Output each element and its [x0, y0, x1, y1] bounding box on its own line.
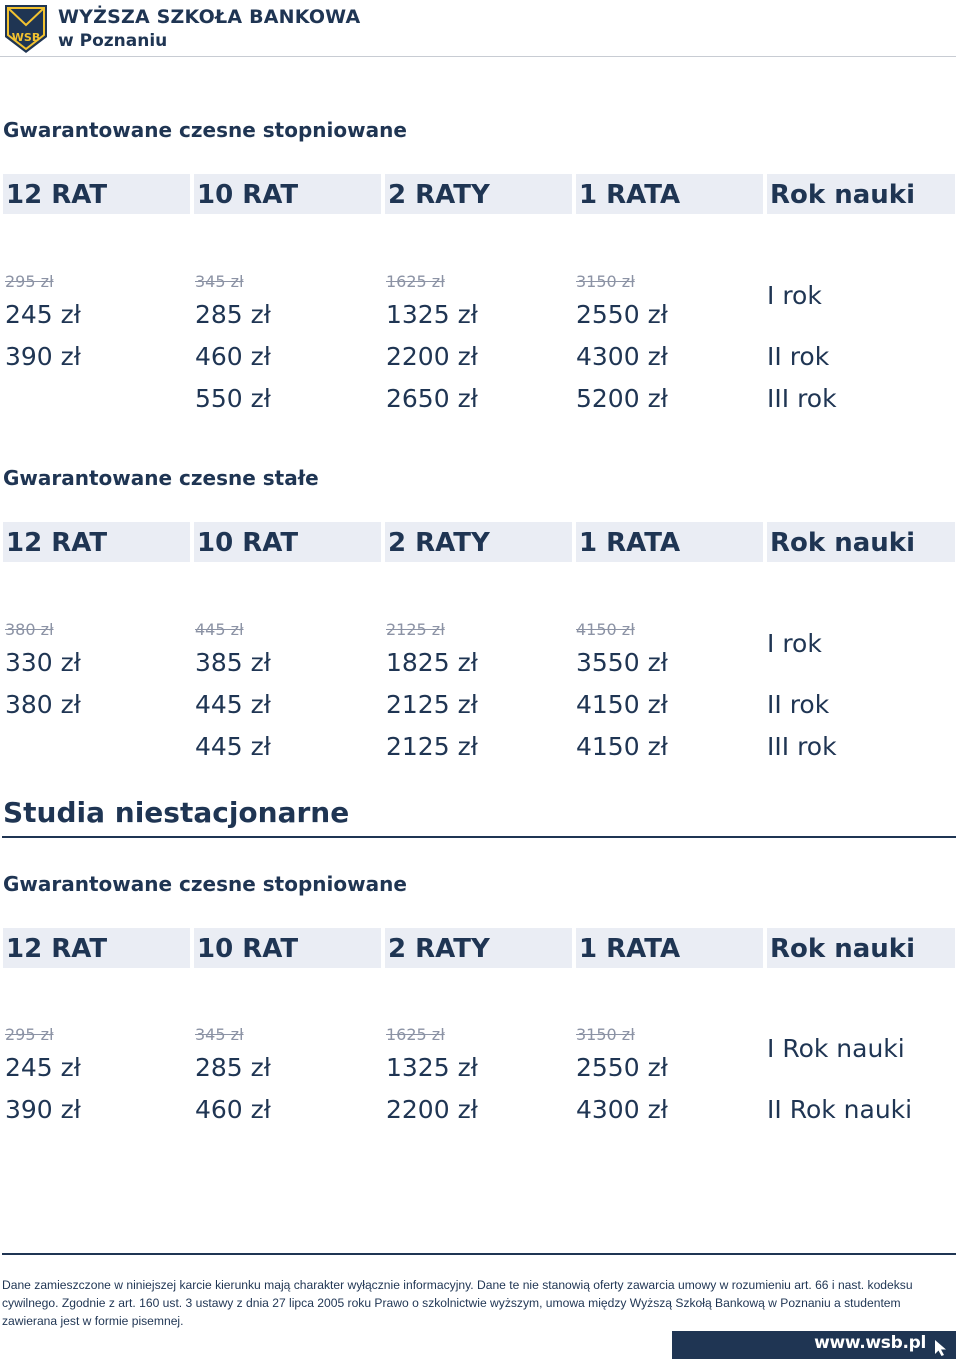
price-cell: 460 zł [195, 342, 271, 371]
year-label: II rok [767, 690, 830, 719]
price-table-1 [3, 174, 955, 413]
col-1-rata: 1 RATA [576, 522, 763, 562]
col-1-rata: 1 RATA [576, 174, 763, 214]
col-1-rata: 1 RATA [576, 928, 763, 968]
old-price: 445 zł [195, 620, 244, 639]
price-cell: 445 zł [195, 732, 271, 761]
old-price: 3150 zł [576, 272, 635, 291]
table-1-title: Gwarantowane czesne stopniowane [3, 118, 407, 142]
old-price: 1625 zł [386, 272, 445, 291]
price-cell: 245 zł [5, 300, 81, 329]
col-10-rat: 10 RAT [194, 174, 381, 214]
col-10-rat: 10 RAT [194, 522, 381, 562]
old-price: 380 zł [5, 620, 54, 639]
price-cell: 2125 zł [386, 690, 478, 719]
col-10-rat: 10 RAT [194, 928, 381, 968]
old-price: 345 zł [195, 272, 244, 291]
price-table-2 [3, 522, 955, 761]
cursor-arrow-icon [934, 1339, 948, 1357]
price-table-3 [3, 928, 955, 1124]
price-cell: 1325 zł [386, 300, 478, 329]
price-cell: 380 zł [5, 690, 81, 719]
price-cell: 2200 zł [386, 342, 478, 371]
old-price: 1625 zł [386, 1025, 445, 1044]
header-divider [0, 56, 956, 57]
col-rok-nauki: Rok nauki [767, 522, 955, 562]
table-2-title: Gwarantowane czesne stałe [3, 466, 319, 490]
col-12-rat: 12 RAT [3, 928, 190, 968]
section-title: Studia niestacjonarne [3, 796, 350, 829]
section-divider [2, 836, 956, 838]
price-cell: 4150 zł [576, 690, 668, 719]
year-label: I rok [767, 629, 822, 658]
old-price: 295 zł [5, 272, 54, 291]
price-cell: 390 zł [5, 1095, 81, 1124]
price-cell: 2200 zł [386, 1095, 478, 1124]
price-cell: 550 zł [195, 384, 271, 413]
col-rok-nauki: Rok nauki [767, 174, 955, 214]
col-rok-nauki: Rok nauki [767, 928, 955, 968]
year-label: I rok [767, 281, 822, 310]
year-label: III rok [767, 732, 837, 761]
disclaimer-text: Dane zamieszczone w niniejszej karcie kierunku mają charakter wyłącznie informacyjny. Dane te nie stanowią oferty zawarcia umowy w rozumieniu art. 66 i nast. kodeksu cywilnego. Zgodnie z art. 160 ust. 3 ustawy z dnia 27 lipca 2005 roku Prawo o szkolnictwie wyższym, umowa między Wyższą Szkołą Bankową w Poznaniu a studentem zawierana jest w formie pisemnej. [2, 1278, 913, 1328]
price-cell: 2650 zł [386, 384, 478, 413]
price-cell: 4300 zł [576, 342, 668, 371]
table-3-title: Gwarantowane czesne stopniowane [3, 872, 407, 896]
table-header [3, 522, 955, 562]
brand-city: w Poznaniu [58, 31, 168, 51]
old-price: 2125 zł [386, 620, 445, 639]
old-price: 345 zł [195, 1025, 244, 1044]
year-label: II Rok nauki [767, 1095, 913, 1124]
price-cell: 460 zł [195, 1095, 271, 1124]
col-12-rat: 12 RAT [3, 174, 190, 214]
table-header [3, 174, 955, 214]
old-price: 4150 zł [576, 620, 635, 639]
price-cell: 2550 zł [576, 300, 668, 329]
price-cell: 3550 zł [576, 648, 668, 677]
footer-divider [2, 1253, 956, 1255]
col-2-raty: 2 RATY [385, 174, 572, 214]
brand-name: WYŻSZA SZKOŁA BANKOWA [58, 6, 361, 28]
page-header [0, 0, 960, 58]
wsb-logo-icon [3, 3, 49, 55]
year-label: II rok [767, 342, 830, 371]
logo-text: WSB [11, 31, 41, 44]
price-cell: 1325 zł [386, 1053, 478, 1082]
price-cell: 285 zł [195, 1053, 271, 1082]
price-cell: 5200 zł [576, 384, 668, 413]
year-label: I Rok nauki [767, 1034, 905, 1063]
table-header [3, 928, 955, 968]
price-cell: 1825 zł [386, 648, 478, 677]
price-cell: 4300 zł [576, 1095, 668, 1124]
footer-url-bar[interactable] [672, 1331, 956, 1359]
price-cell: 330 zł [5, 648, 81, 677]
price-cell: 2125 zł [386, 732, 478, 761]
price-cell: 285 zł [195, 300, 271, 329]
col-12-rat: 12 RAT [3, 522, 190, 562]
price-cell: 445 zł [195, 690, 271, 719]
old-price: 3150 zł [576, 1025, 635, 1044]
price-cell: 390 zł [5, 342, 81, 371]
price-cell: 245 zł [5, 1053, 81, 1082]
price-cell: 2550 zł [576, 1053, 668, 1082]
price-cell: 385 zł [195, 648, 271, 677]
col-2-raty: 2 RATY [385, 522, 572, 562]
website-link[interactable]: www.wsb.pl [814, 1333, 926, 1353]
old-price: 295 zł [5, 1025, 54, 1044]
price-cell: 4150 zł [576, 732, 668, 761]
year-label: III rok [767, 384, 837, 413]
col-2-raty: 2 RATY [385, 928, 572, 968]
